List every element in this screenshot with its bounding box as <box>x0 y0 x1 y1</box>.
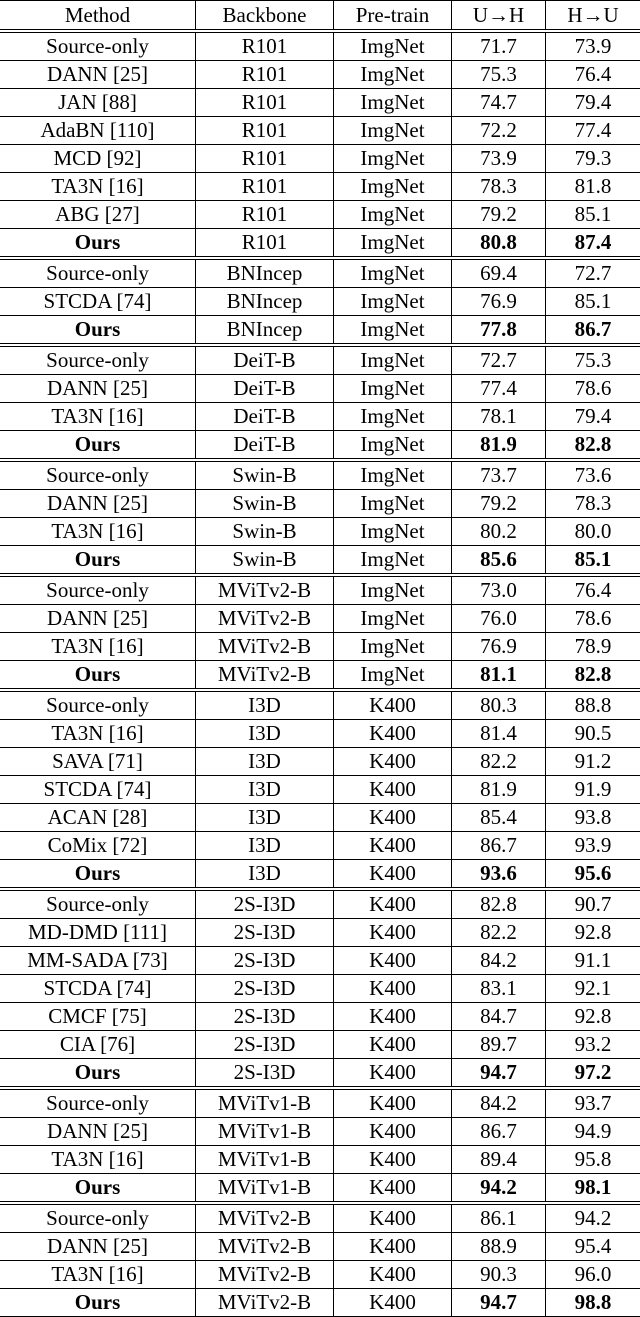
cell-u-to-h: 72.7 <box>452 347 546 374</box>
table-row <box>0 347 640 374</box>
cell-method: Ours <box>0 431 196 458</box>
table-header <box>0 0 640 29</box>
cell-pretrain: K400 <box>334 1233 452 1260</box>
cell-backbone: MViTv2-B <box>196 1289 334 1316</box>
cell-u-to-h: 88.9 <box>452 1233 546 1260</box>
cell-h-to-u: 87.4 <box>574 230 612 254</box>
table-row <box>0 803 640 831</box>
cell-h-to-u: 91.2 <box>574 749 612 773</box>
cell-u-to-h: 93.6 <box>452 860 546 887</box>
cell-u-to-h: 89.7 <box>452 1031 546 1058</box>
cell-u-to-h: 80.3 <box>452 692 546 719</box>
cell-h-to-u: 88.8 <box>574 693 612 717</box>
cell-method: MD-DMD [111] <box>0 919 196 946</box>
cell-pretrain: ImgNet <box>334 661 452 688</box>
table-row <box>0 545 640 573</box>
cell-pretrain: K400 <box>334 1205 452 1232</box>
cell-u-to-h: 69.4 <box>452 260 546 287</box>
cell-pretrain: K400 <box>334 1261 452 1288</box>
cell-backbone: DeiT-B <box>196 403 334 430</box>
cell-backbone: DeiT-B <box>196 375 334 402</box>
cell-backbone: I3D <box>196 776 334 803</box>
cell-h-to-u: 85.1 <box>574 202 612 226</box>
cell-u-to-h: 94.7 <box>452 1289 546 1316</box>
cell-method: ABG [27] <box>0 201 196 228</box>
cell-method: DANN [25] <box>0 490 196 517</box>
cell-method: STCDA [74] <box>0 288 196 315</box>
cell-pretrain: K400 <box>334 891 452 918</box>
cell-pretrain: K400 <box>334 720 452 747</box>
table-row <box>0 172 640 200</box>
cell-pretrain: ImgNet <box>334 61 452 88</box>
cell-pretrain: ImgNet <box>334 375 452 402</box>
cell-h-to-u: 82.8 <box>574 662 612 686</box>
cell-pretrain: ImgNet <box>334 633 452 660</box>
cell-backbone: I3D <box>196 692 334 719</box>
cell-u-to-h: 86.7 <box>452 1118 546 1145</box>
cell-backbone: R101 <box>196 201 334 228</box>
cell-h-to-u: 93.9 <box>574 833 612 857</box>
cell-h-to-u: 92.8 <box>574 1004 612 1028</box>
cell-pretrain: ImgNet <box>334 89 452 116</box>
cell-pretrain: ImgNet <box>334 33 452 60</box>
table-row <box>0 116 640 144</box>
cell-u-to-h: 77.8 <box>452 316 546 343</box>
cell-backbone: R101 <box>196 89 334 116</box>
cell-h-to-u: 85.1 <box>574 289 612 313</box>
table-row <box>0 660 640 688</box>
table-row <box>0 489 640 517</box>
cell-method: Source-only <box>0 33 196 60</box>
cell-pretrain: ImgNet <box>334 117 452 144</box>
cell-backbone: Swin-B <box>196 518 334 545</box>
table-row <box>0 315 640 343</box>
cell-u-to-h: 82.2 <box>452 748 546 775</box>
table-row <box>0 632 640 660</box>
cell-u-to-h: 81.9 <box>452 431 546 458</box>
cell-pretrain: K400 <box>334 1174 452 1201</box>
cell-h-to-u: 78.9 <box>574 634 612 658</box>
cell-pretrain: ImgNet <box>334 546 452 573</box>
cell-method: AdaBN [110] <box>0 117 196 144</box>
cell-u-to-h: 85.4 <box>452 804 546 831</box>
cell-u-to-h: 79.2 <box>452 490 546 517</box>
table-row <box>0 1205 640 1232</box>
table-row <box>0 1173 640 1201</box>
cell-pretrain: K400 <box>334 1031 452 1058</box>
cell-u-to-h: 89.4 <box>452 1146 546 1173</box>
cell-h-to-u: 72.7 <box>574 261 612 285</box>
cell-pretrain: ImgNet <box>334 347 452 374</box>
table-row <box>0 891 640 918</box>
cell-method: Source-only <box>0 462 196 489</box>
cell-h-to-u: 93.8 <box>574 805 612 829</box>
cell-h-to-u: 95.4 <box>574 1234 612 1258</box>
cell-method: Ours <box>0 316 196 343</box>
cell-h-to-u: 94.9 <box>574 1119 612 1143</box>
table-row <box>0 374 640 402</box>
cell-method: Ours <box>0 1174 196 1201</box>
cell-h-to-u: 79.4 <box>574 90 612 114</box>
table-row <box>0 831 640 859</box>
cell-h-to-u: 98.1 <box>574 1175 612 1199</box>
cell-backbone: R101 <box>196 117 334 144</box>
cell-method: SAVA [71] <box>0 748 196 775</box>
cell-method: JAN [88] <box>0 89 196 116</box>
cell-u-to-h: 71.7 <box>452 33 546 60</box>
table-row <box>0 747 640 775</box>
table-row <box>0 918 640 946</box>
cell-u-to-h: 84.2 <box>452 947 546 974</box>
table-row <box>0 1090 640 1117</box>
cell-pretrain: ImgNet <box>334 431 452 458</box>
cell-backbone: MViTv1-B <box>196 1146 334 1173</box>
cell-backbone: MViTv2-B <box>196 1205 334 1232</box>
cell-u-to-h: 76.9 <box>452 633 546 660</box>
cell-method: DANN [25] <box>0 61 196 88</box>
cell-u-to-h: 72.2 <box>452 117 546 144</box>
cell-method: TA3N [16] <box>0 173 196 200</box>
cell-h-to-u: 92.1 <box>574 976 612 1000</box>
cell-backbone: 2S-I3D <box>196 975 334 1002</box>
cell-method: Ours <box>0 661 196 688</box>
cell-backbone: R101 <box>196 61 334 88</box>
cell-pretrain: K400 <box>334 1059 452 1086</box>
table-row <box>0 88 640 116</box>
cell-method: TA3N [16] <box>0 518 196 545</box>
cell-pretrain: K400 <box>334 804 452 831</box>
cell-h-to-u: 90.5 <box>574 721 612 745</box>
cell-pretrain: K400 <box>334 1118 452 1145</box>
cell-h-to-u: 80.0 <box>574 519 612 543</box>
cell-backbone: MViTv2-B <box>196 1261 334 1288</box>
cell-backbone: BNIncep <box>196 260 334 287</box>
cell-u-to-h: 80.2 <box>452 518 546 545</box>
cell-pretrain: K400 <box>334 1090 452 1117</box>
cell-backbone: DeiT-B <box>196 347 334 374</box>
cell-pretrain: K400 <box>334 1289 452 1316</box>
cell-method: Source-only <box>0 577 196 604</box>
cell-backbone: MViTv2-B <box>196 1233 334 1260</box>
cell-pretrain: K400 <box>334 832 452 859</box>
table-row <box>0 577 640 604</box>
cell-u-to-h: 81.9 <box>452 776 546 803</box>
cell-method: CIA [76] <box>0 1031 196 1058</box>
cell-u-to-h: 94.7 <box>452 1059 546 1086</box>
table-row <box>0 430 640 458</box>
cell-method: TA3N [16] <box>0 633 196 660</box>
cell-u-to-h: 90.3 <box>452 1261 546 1288</box>
table-row <box>0 1002 640 1030</box>
cell-pretrain: K400 <box>334 776 452 803</box>
cell-backbone: MViTv2-B <box>196 577 334 604</box>
cell-h-to-u: 96.0 <box>574 1262 612 1286</box>
cell-h-to-u: 78.3 <box>574 491 612 515</box>
cell-h-to-u: 76.4 <box>574 578 612 602</box>
cell-pretrain: ImgNet <box>334 577 452 604</box>
cell-u-to-h: 78.3 <box>452 173 546 200</box>
cell-backbone: BNIncep <box>196 288 334 315</box>
cell-u-to-h: 79.2 <box>452 201 546 228</box>
cell-method: STCDA [74] <box>0 975 196 1002</box>
cell-method: DANN [25] <box>0 1233 196 1260</box>
cell-method: Source-only <box>0 260 196 287</box>
cell-backbone: MViTv2-B <box>196 605 334 632</box>
cell-method: DANN [25] <box>0 1118 196 1145</box>
cell-u-to-h: 73.0 <box>452 577 546 604</box>
cell-backbone: 2S-I3D <box>196 1031 334 1058</box>
cell-backbone: MViTv1-B <box>196 1174 334 1201</box>
cell-u-to-h: 78.1 <box>452 403 546 430</box>
table-row <box>0 1030 640 1058</box>
cell-u-to-h: 84.7 <box>452 1003 546 1030</box>
cell-pretrain: K400 <box>334 692 452 719</box>
cell-method: Source-only <box>0 1205 196 1232</box>
table-row <box>0 260 640 287</box>
cell-pretrain: ImgNet <box>334 490 452 517</box>
header-backbone: Backbone <box>196 1 334 29</box>
cell-pretrain: K400 <box>334 748 452 775</box>
table-row <box>0 1288 640 1317</box>
table-row <box>0 402 640 430</box>
table-row <box>0 859 640 887</box>
cell-h-to-u: 78.6 <box>574 376 612 400</box>
table-row <box>0 462 640 489</box>
cell-backbone: I3D <box>196 720 334 747</box>
table-row <box>0 287 640 315</box>
cell-backbone: MViTv1-B <box>196 1118 334 1145</box>
cell-pretrain: K400 <box>334 860 452 887</box>
cell-h-to-u: 79.3 <box>574 146 612 170</box>
cell-pretrain: ImgNet <box>334 201 452 228</box>
cell-method: Ours <box>0 229 196 256</box>
cell-pretrain: ImgNet <box>334 145 452 172</box>
cell-h-to-u: 78.6 <box>574 606 612 630</box>
cell-pretrain: ImgNet <box>334 260 452 287</box>
cell-method: TA3N [16] <box>0 403 196 430</box>
cell-method: Ours <box>0 546 196 573</box>
cell-pretrain: K400 <box>334 919 452 946</box>
cell-pretrain: K400 <box>334 947 452 974</box>
header-pretrain: Pre-train <box>334 1 452 29</box>
cell-backbone: 2S-I3D <box>196 1059 334 1086</box>
cell-method: CMCF [75] <box>0 1003 196 1030</box>
cell-backbone: I3D <box>196 748 334 775</box>
cell-h-to-u: 92.8 <box>574 920 612 944</box>
cell-pretrain: ImgNet <box>334 605 452 632</box>
table-row <box>0 1260 640 1288</box>
cell-pretrain: ImgNet <box>334 229 452 256</box>
cell-h-to-u: 98.8 <box>574 1290 612 1314</box>
cell-h-to-u: 77.4 <box>574 118 612 142</box>
cell-backbone: BNIncep <box>196 316 334 343</box>
cell-method: ACAN [28] <box>0 804 196 831</box>
table-row <box>0 33 640 60</box>
cell-backbone: 2S-I3D <box>196 1003 334 1030</box>
header-h-to-u: H→U <box>567 3 619 27</box>
cell-pretrain: ImgNet <box>334 518 452 545</box>
cell-h-to-u: 73.6 <box>574 463 612 487</box>
cell-method: TA3N [16] <box>0 720 196 747</box>
cell-h-to-u: 79.4 <box>574 404 612 428</box>
table-row <box>0 144 640 172</box>
cell-pretrain: ImgNet <box>334 462 452 489</box>
cell-u-to-h: 94.2 <box>452 1174 546 1201</box>
cell-method: Source-only <box>0 347 196 374</box>
table-row <box>0 604 640 632</box>
cell-method: Source-only <box>0 692 196 719</box>
cell-method: MM-SADA [73] <box>0 947 196 974</box>
cell-backbone: R101 <box>196 145 334 172</box>
cell-backbone: Swin-B <box>196 546 334 573</box>
table-row <box>0 974 640 1002</box>
table-row <box>0 228 640 256</box>
cell-h-to-u: 76.4 <box>574 62 612 86</box>
cell-u-to-h: 81.4 <box>452 720 546 747</box>
cell-u-to-h: 83.1 <box>452 975 546 1002</box>
table-row <box>0 1117 640 1145</box>
cell-backbone: DeiT-B <box>196 431 334 458</box>
header-u-to-h: U→H <box>452 1 546 29</box>
cell-u-to-h: 76.0 <box>452 605 546 632</box>
cell-u-to-h: 81.1 <box>452 661 546 688</box>
cell-h-to-u: 75.3 <box>574 348 612 372</box>
cell-pretrain: K400 <box>334 1003 452 1030</box>
table-row <box>0 60 640 88</box>
cell-pretrain: ImgNet <box>334 403 452 430</box>
cell-backbone: I3D <box>196 860 334 887</box>
cell-h-to-u: 93.7 <box>574 1091 612 1115</box>
cell-h-to-u: 93.2 <box>574 1032 612 1056</box>
cell-backbone: 2S-I3D <box>196 947 334 974</box>
cell-h-to-u: 73.9 <box>574 34 612 58</box>
cell-method: Ours <box>0 860 196 887</box>
cell-u-to-h: 73.9 <box>452 145 546 172</box>
cell-method: DANN [25] <box>0 605 196 632</box>
cell-u-to-h: 84.2 <box>452 1090 546 1117</box>
header-method: Method <box>0 1 196 29</box>
table-row <box>0 946 640 974</box>
cell-pretrain: K400 <box>334 1146 452 1173</box>
cell-h-to-u: 91.1 <box>574 948 612 972</box>
cell-u-to-h: 75.3 <box>452 61 546 88</box>
cell-backbone: MViTv2-B <box>196 661 334 688</box>
cell-u-to-h: 86.7 <box>452 832 546 859</box>
cell-h-to-u: 95.8 <box>574 1147 612 1171</box>
cell-u-to-h: 86.1 <box>452 1205 546 1232</box>
cell-method: STCDA [74] <box>0 776 196 803</box>
cell-u-to-h: 82.2 <box>452 919 546 946</box>
table-body <box>0 29 640 1317</box>
table-row <box>0 1145 640 1173</box>
cell-method: Ours <box>0 1289 196 1316</box>
cell-method: MCD [92] <box>0 145 196 172</box>
table-row <box>0 692 640 719</box>
cell-pretrain: ImgNet <box>334 173 452 200</box>
cell-u-to-h: 80.8 <box>452 229 546 256</box>
cell-backbone: I3D <box>196 804 334 831</box>
cell-backbone: 2S-I3D <box>196 891 334 918</box>
cell-h-to-u: 94.2 <box>574 1206 612 1230</box>
cell-u-to-h: 76.9 <box>452 288 546 315</box>
cell-method: TA3N [16] <box>0 1261 196 1288</box>
table-row <box>0 200 640 228</box>
cell-u-to-h: 73.7 <box>452 462 546 489</box>
cell-u-to-h: 74.7 <box>452 89 546 116</box>
cell-backbone: R101 <box>196 33 334 60</box>
table-row <box>0 1058 640 1086</box>
cell-h-to-u: 82.8 <box>574 432 612 456</box>
cell-h-to-u: 97.2 <box>574 1060 612 1084</box>
cell-h-to-u: 81.8 <box>574 174 612 198</box>
cell-backbone: MViTv2-B <box>196 633 334 660</box>
cell-method: Source-only <box>0 1090 196 1117</box>
table-row <box>0 775 640 803</box>
cell-backbone: I3D <box>196 832 334 859</box>
cell-method: TA3N [16] <box>0 1146 196 1173</box>
cell-h-to-u: 86.7 <box>574 317 612 341</box>
cell-u-to-h: 77.4 <box>452 375 546 402</box>
cell-backbone: Swin-B <box>196 490 334 517</box>
cell-method: Source-only <box>0 891 196 918</box>
cell-pretrain: ImgNet <box>334 288 452 315</box>
cell-u-to-h: 85.6 <box>452 546 546 573</box>
cell-method: DANN [25] <box>0 375 196 402</box>
cell-h-to-u: 90.7 <box>574 892 612 916</box>
cell-pretrain: K400 <box>334 975 452 1002</box>
cell-backbone: 2S-I3D <box>196 919 334 946</box>
cell-u-to-h: 82.8 <box>452 891 546 918</box>
cell-method: Ours <box>0 1059 196 1086</box>
cell-backbone: R101 <box>196 173 334 200</box>
cell-backbone: MViTv1-B <box>196 1090 334 1117</box>
table-row <box>0 1232 640 1260</box>
cell-method: CoMix [72] <box>0 832 196 859</box>
cell-backbone: R101 <box>196 229 334 256</box>
cell-h-to-u: 91.9 <box>574 777 612 801</box>
cell-h-to-u: 95.6 <box>574 861 612 885</box>
table-row <box>0 719 640 747</box>
table-row <box>0 517 640 545</box>
cell-h-to-u: 85.1 <box>574 547 612 571</box>
cell-backbone: Swin-B <box>196 462 334 489</box>
cell-pretrain: ImgNet <box>334 316 452 343</box>
